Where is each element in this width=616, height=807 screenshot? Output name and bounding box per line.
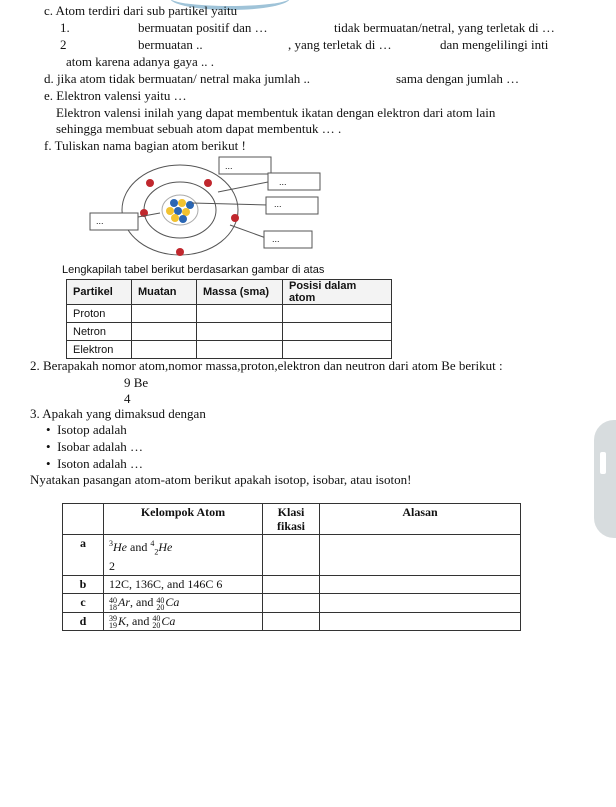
question-e-line2: sehingga membuat sebuah atom dapat membentuk … . bbox=[56, 121, 342, 136]
box-1-text: ... bbox=[225, 161, 233, 171]
list-item-isotone: • Isoton adalah … bbox=[46, 456, 143, 471]
header-position: Posisi dalam atom bbox=[283, 280, 392, 305]
table-row bbox=[67, 323, 392, 341]
row-label-b: b bbox=[63, 576, 104, 594]
cell-blank[interactable] bbox=[132, 323, 197, 341]
header-group: Kelompok Atom bbox=[104, 504, 263, 535]
box-3-text: ... bbox=[274, 199, 282, 209]
table1-caption: Lengkapilah tabel berikut berdasarkan gambar di atas bbox=[62, 264, 325, 276]
question-e: e. Elektron valensi yaitu … bbox=[44, 88, 187, 103]
item-2-charged: bermuatan .. bbox=[138, 37, 203, 52]
box-5-text: ... bbox=[96, 216, 104, 226]
cell-blank[interactable] bbox=[263, 594, 320, 612]
cell-blank[interactable] bbox=[283, 341, 392, 359]
item-1-positive: bermuatan positif dan … bbox=[138, 20, 268, 35]
cell-blank[interactable] bbox=[320, 612, 521, 630]
table-row bbox=[67, 305, 392, 323]
cell-blank[interactable] bbox=[283, 323, 392, 341]
item-1-neutral: tidak bermuatan/netral, yang terletak di … bbox=[334, 20, 555, 35]
nucleus bbox=[166, 199, 194, 223]
row-label-c: c bbox=[63, 594, 104, 612]
label-box-2 bbox=[268, 173, 320, 190]
row-label-a: a bbox=[63, 535, 104, 576]
table-row bbox=[63, 594, 521, 612]
question-2: 2. Berapakah nomor atom,nomor massa,proton,elektron dan neutron dari atom Be berikut : bbox=[30, 358, 503, 373]
table-row bbox=[63, 535, 521, 576]
header-charge: Muatan bbox=[132, 280, 197, 305]
particle-table bbox=[66, 279, 392, 359]
be-atomic-number: 4 bbox=[124, 391, 131, 406]
cell-blank[interactable] bbox=[197, 305, 283, 323]
atom-diagram bbox=[80, 155, 330, 265]
header-particle: Partikel bbox=[67, 280, 132, 305]
item-2-location: , yang terletak di … bbox=[288, 37, 392, 52]
table-row bbox=[67, 341, 392, 359]
question-d-right: sama dengan jumlah … bbox=[396, 71, 520, 86]
item-2-orbit: dan mengelilingi inti bbox=[440, 37, 549, 52]
cell-blank[interactable] bbox=[283, 305, 392, 323]
table-row bbox=[63, 612, 521, 630]
row-label-d: d bbox=[63, 612, 104, 630]
header-mass: Massa (sma) bbox=[197, 280, 283, 305]
cell-blank[interactable] bbox=[132, 305, 197, 323]
side-scroll-tab[interactable] bbox=[594, 420, 616, 538]
cell-blank[interactable] bbox=[197, 323, 283, 341]
instruction: Nyatakan pasangan atom-atom berikut apakah isotop, isobar, atau isoton! bbox=[30, 472, 412, 487]
header-classification: Klasi fikasi bbox=[263, 504, 320, 535]
row-electron: Elektron bbox=[67, 341, 132, 359]
list-item-isobar: • Isobar adalah … bbox=[46, 439, 143, 454]
cell-blank[interactable] bbox=[320, 594, 521, 612]
table-row bbox=[63, 576, 521, 594]
group-d: 39 19K, and 40 20Ca bbox=[104, 612, 263, 630]
electron-1 bbox=[146, 179, 154, 187]
box-4-text: ... bbox=[272, 234, 280, 244]
item-number-1: 1. bbox=[60, 20, 70, 35]
group-a: $^3$He and $^4_2$He 2 bbox=[104, 535, 263, 576]
cell-blank[interactable] bbox=[263, 535, 320, 576]
question-f: f. Tuliskan nama bagian atom berikut ! bbox=[44, 138, 246, 153]
electron-5 bbox=[176, 248, 184, 256]
be-mass-number: 9 Be bbox=[124, 375, 149, 390]
row-neutron: Netron bbox=[67, 323, 132, 341]
item-number-2: 2 bbox=[60, 37, 67, 52]
question-e-line1: Elektron valensi inilah yang dapat membentuk ikatan dengan elektron dari atom lain bbox=[56, 105, 496, 120]
atom-group-table bbox=[62, 503, 521, 631]
cell-blank[interactable] bbox=[320, 576, 521, 594]
group-c: 40 18Ar, and 40 20Ca bbox=[104, 594, 263, 612]
cell-blank[interactable] bbox=[263, 576, 320, 594]
electron-3 bbox=[231, 214, 239, 222]
box-2-text: ... bbox=[279, 177, 287, 187]
cell-blank[interactable] bbox=[132, 341, 197, 359]
row-proton: Proton bbox=[67, 305, 132, 323]
list-item-isotope: • Isotop adalah bbox=[46, 422, 127, 437]
question-3: 3. Apakah yang dimaksud dengan bbox=[30, 406, 206, 421]
electron-2 bbox=[204, 179, 212, 187]
item-2-force: atom karena adanya gaya .. . bbox=[66, 54, 214, 69]
question-d-left: d. jika atom tidak bermuatan/ netral maka jumlah .. bbox=[44, 71, 311, 86]
cell-blank[interactable] bbox=[320, 535, 521, 576]
cell-blank[interactable] bbox=[263, 612, 320, 630]
group-b: 12C, 136C, and 146C 6 bbox=[104, 576, 263, 594]
question-c-header: c. Atom terdiri dari sub partikel yaitu bbox=[44, 3, 238, 18]
header-reason: Alasan bbox=[320, 504, 521, 535]
cell-blank[interactable] bbox=[197, 341, 283, 359]
